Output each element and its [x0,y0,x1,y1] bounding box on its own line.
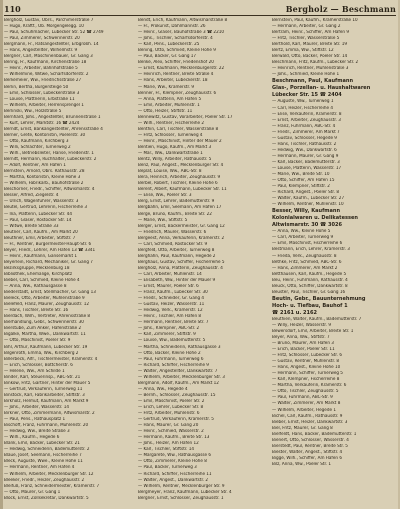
directory-entry: Billerbeck, Alfr., Tischlermeister, Krämerstr. 4 [4,356,98,362]
directory-entry: Bihl, Arthur, Kaufmann, Lübecker Str. 19 [4,344,88,350]
directory-entry: Beuthner, Emil, Arbeiter, Stiftstr. 7 [4,235,76,241]
directory-entry: — Karl, Zimmerer, Stiftstr. 9 [138,332,196,338]
directory-entry: — Mar., Ww., Dankwartstraße 1 [138,151,203,157]
directory-entry: — Wilhelm, Arbeiter, Herrensprengel 1 [4,102,84,108]
directory-entry: — Ernst, Kaufmann, Mecklenburgerstr. 22 [138,66,225,72]
directory-entry: — Otto, Bäcker, Kleine Hohe 2 [138,350,201,356]
directory-entry: Beutel, Gertrud, Lehrerin, Fischerreihe 3 [4,205,87,211]
directory-entry: Bielefeld, Franz, Maurer, Zeughausstr. 12 [4,302,89,308]
directory-entry: — Wilh., Kaufm., Hegede 6 [4,435,60,441]
directory-entry: Bennewitz, Gustav, Vorarbeiter, Poeler Str. 17 [138,114,233,120]
directory-entry: Biederstädt, Ernst, Stellmacher, Gr. Gang 13 [4,290,96,296]
directory-entry: — Johs., Heizer, Am Hafen 12 [138,441,199,447]
directory-entry: Bernhard, Johs., Angestellter, Brunnenstraße 1 [4,114,101,120]
directory-entry: Bierstube, Zum Anker, Hafenstraße 2 [4,326,82,332]
directory-entry: Berge, Bruno, Kaufm., Breite Str. 22 [138,211,212,217]
directory-entry: — Hedwig, Verk., Krämerstr. 12 [138,308,203,314]
directory-entry: — Johs., Klempner, ABC-Str. 2 [138,326,200,332]
directory-entry: — Otto, Tischler, Zeughausstr. 5 [272,389,339,395]
directory-entry: Bergbahn, Emil, Seemann, Am Hafen 17 [138,205,222,211]
directory-entry: — Heinr., Arbeiter, Bahnhofstraße 5 [4,66,78,72]
directory-entry: — Fr., Rentner, Bürgermeister-Haupt-Str. 6 [4,241,92,247]
directory-entry: — Friedrich, Maurer, Wasserstr. 6 [138,229,207,235]
directory-entry: — Emil, Schlosser, Lübeckerstraße 3 [4,90,80,96]
directory-entry: — Louise, Plätterin, Wasserstr. 17 [272,165,342,171]
directory-entry: — Paul, Pens., Rathausplatz 1 [4,417,66,423]
directory-entry: — Carl, Arbeiter, Turnerweg 9 [272,235,334,241]
directory-entry: — Hermann, Arbeiter, Gr. Gang 2 [272,24,341,30]
directory-entry: — Louise, Ww., Bademutterstr. 5 [138,338,206,344]
directory-entry: — Heinrich, Rentner, Mühlenstraße 3 [272,66,349,72]
directory-entry: Berghahn, Paul, Kaufmann, Hegede 2 [138,253,216,259]
directory-entry: — Hermann, Schiffer, Turnerweg 5 [272,371,343,377]
directory-entry: Berner, Grete, Kontoristin, Poelerstr. 30 [4,132,86,138]
directory-entry: Beutner, Carl, Kaufm., Am Markt 20 [4,229,78,235]
directory-entry: — Bernh., Schlosser, Zeughausstr. 15 [138,392,216,398]
directory-entry: Binstock, Karl, Fabrikarbeiter, Stiftstr. 3 [4,392,85,398]
directory-entry: — Willy, Heizer, Wasserstr. 9 [272,322,331,328]
directory-entry: — Paul, Bäcker, Gr. Gang 17 [138,54,197,60]
directory-entry: — Paul, Zimmerer, Schwerinerstr. 20 [4,36,80,42]
directory-entry: — Walter, Kaufm., Lübecker Str. 27 [272,196,345,202]
directory-entry: — Adolf, Rentner, Am Hafen 1 [4,163,66,169]
directory-entry: Birkner, Otto, Zimmermann, Altwismarstr. 2 [4,411,95,417]
directory-entry: — Otto, Heizer, Stiftstr. 11 [138,108,193,114]
column-2 [138,18,268,505]
directory-entry: — Carl, Arbeiter, Mühlenstr. 14 [138,271,202,277]
directory-entry: — Otto, Kaufmann, Kirchberg 3 [4,138,69,144]
directory-entry: Bening, Otto, Schmied, Kleine Hohe 9 [138,48,216,54]
directory-entry: — Heinr., Schmied, Wasserstr. 2 [138,429,204,435]
directory-entry: — Elise, Verkäuferin, Krämerstr. 8 [272,111,342,117]
directory-entry: — Fritz, Arbeiter, Mühlenstr. 6 [138,411,200,417]
directory-entry: Biebel, Carl, Schmied, Kleine Hohe 4 [4,278,80,284]
directory-entry: Benthin, Carl, Tischler, Wasserstraße 8 [138,126,219,132]
directory-entry: Binkow, Fritz, Gärtner, Hinter der Mauer 5 [4,380,91,386]
directory-entry: Bergmeyer, Franz, Kaufmann, Lübecker Str. 4 [138,489,232,495]
directory-entry: — Frieda, Verk., Zeughausstr. 8 [272,253,337,259]
directory-entry: — Erich, Schlosser, Böttcherstr. 6 [4,362,73,368]
directory-entry: — Richard, Schiffer, Fischerreihe 9 [138,362,209,368]
header-rule [4,15,396,16]
directory-entry: — Emil, Maschinist, Fischerreihe 6 [272,241,343,247]
directory-entry: Bleifuß, Franz, Schneidermeister, Krämerstr. 7 [4,483,100,489]
directory-entry: Bierstedt, Paul, Rentner, Breite Str. 5 [272,443,348,449]
directory-entry: — Otto, Maurer, Gr. Gang 1 [4,489,61,495]
directory-entry: Berwald, Otto, Bäcker, Poeler Str. 14 [272,54,348,60]
directory-entry-bold: Altwismarstr. 30 ☎ 3026 [272,222,343,229]
directory-entry: Bergholz, Anna, Plätterin, Zeughausstr. 4 [138,265,223,271]
directory-entry: — Heinrich, Rentner, Breite Straße 4 [138,72,214,78]
directory-entry: — Hermann, Rentner, Breite Str. 7 [138,320,209,326]
directory-entry: — Ernst, Maurer, Poeler Str. 6 [138,284,199,290]
directory-entry: — Anna, Ww., Kleine Hohe 5 [272,229,331,235]
directory-entry: — Otto, Schiffer, Am Hafen 15 [272,178,335,184]
directory-entry: — Otto, Zimmerer, Kleine Hohe 8 [138,459,207,465]
directory-entry: Bertz, Emma, Ww., Stiftstr. 12 [272,48,334,54]
directory-entry: Binder, Karl, Steuerinsp., ABC-Str. 21 [4,374,81,380]
directory-entry: — Franz, Kaufm., Lübecker Str. 30 [138,290,208,296]
column-3 [272,18,396,505]
directory-entry: — Emil, Arbeiter, Mühlenstr. 1 [138,102,200,108]
directory-entry: Bezirksgruppe, Mecklenburg 18 [4,265,70,271]
directory-entry: — Ernst, Arbeiter, Zeughausstr. 3 [272,117,341,123]
directory-entry: — Paul, Klempner, Stiftstr. 2 [272,184,330,190]
directory-entry: — Carl, Schmied, Rostocker Str. 9 [138,241,208,247]
directory-entry: — Ulrich, Wagenführer, Wasserstr. 3 [4,199,79,205]
directory-entry: — Wilhelmine, Witwe, Scharfsdorferstr. 2 [4,72,89,78]
directory-entry: Berthold, Karl, Maurer, Breite Str. 19 [272,42,348,48]
directory-entry: Bergner, Ernst, Schlosser, Zeughausstr. 1 [138,495,224,501]
directory-entry: Bilz, Anna, Ww., Poeler Str. 1 [272,461,332,467]
directory-entry: Bigge, Wilh., Schiffer, Am Hafen 6 [272,455,342,461]
directory-entry: — Hans, Tischler, Breite Str. 16 [4,308,69,314]
directory-entry: — Carl, Heizer, Fischerreihe 4 [272,105,333,111]
directory-entry: Beu, Heinr., Fuhrmann, Rathausstr. 4 [272,277,348,283]
directory-entry: Berger, Ernst, Bäckermeister, Gr. Gang 12 [138,223,225,229]
directory-entry: — Paul, Glaser, Rostocker Str. 14 [4,217,72,223]
directory-entry: — Ina, Plätterin, Lübecker Str. 44 [4,211,72,217]
directory-entry: Bergmann, Fr., Ratsangestellter, Erbgroßh. 14 [4,42,99,48]
directory-entry: — Witwe, Breite Straße 33 [4,223,59,229]
directory-entry: — Paul, Fuhrmann, Turnerweg 6 [138,356,204,362]
directory-entry: — Helene, Ww., Am Schilde 1 [4,368,65,374]
directory-entry: — Erich, Lehrer, Lübecker Str. 8 [138,405,204,410]
directory-entry: Berg, Ernst, Lehrer, Bademutterstr. 9 [138,199,215,205]
directory-entry: Bieleck, Otto, Arbeiter, Mühlenstraße 9 [4,296,85,302]
directory-entry: Bichel, Carl, Kaufm., Rathausstr. 9 [272,413,343,419]
page-number: 110 [4,4,21,14]
directory-entry: — Heinr., Maschinist, Hinter der Mauer 2 [138,138,222,144]
directory-entry: Bielfeldt, Hans, Bäcker, Bademutterstr. 1 [272,431,357,437]
directory-entry: — Gustav, Heizer, Wasserstr. 11 [138,302,205,308]
directory-entry: — Gertrud, Verkäuferin, Krämerstr. 5 [138,417,214,423]
directory-entry: — Kurt, Lehrer, Marktstr. 16 ☎ 2424 [4,120,80,126]
directory-entry: Berkemeier, Ww., Friedrichsstraße 27 [4,78,82,84]
directory-entry: Beschorner, Friedr., Schiffer, Altwismarstr. 4 [4,187,95,193]
directory-entry: — Martha, Schneiderin, Rathausgasse 3 [138,344,221,350]
directory-entry: Bering, Fr., Kaufmann, Kirchenstraße 18 [4,60,87,66]
directory-entry: — Hugo, Kraftf., Ob. Morgengelegg. 10 [4,24,84,30]
directory-entry: Berbel, Robert, Tischler, Kleine Hohe 6 [138,181,218,187]
directory-entry: Bernstein, Paul, Kaufm., Krämerstraße 10 [272,18,358,23]
directory-entry: — Hermann, Kaufm., Breite Str. 13 [138,435,210,441]
directory-entry: — Anna, Ww., Hegede 4 [138,386,188,392]
directory-entry: Benz, Paul, Angest., Mecklenburger Str. 4 [138,163,224,169]
directory-entry: — Paul, Bäcker, Turnerweg 3 [138,465,197,471]
directory-entry: — Hans, Arbeiter, Lübeckerstr. 18 [138,78,208,84]
directory-entry: Biester, Walter, Angest., Stiftstr. 4 [272,449,343,455]
directory-entry: — Louise, Plättnerin, Erbstraße 11 [4,96,75,102]
directory-entry: — Hermann, Rentner, Am Hafen 4 [4,465,75,471]
directory-entry: Beuster, Paul, Tischler, Gr. Gang 16 [272,289,346,295]
directory-entry: Bera, Heinrich, Arbeiter, Zeughausstr. 9 [138,175,221,181]
directory-entry: Bertram, Heinr., Schiffer, Am Hafen 9 [272,30,349,36]
directory-entry: Beyerlein, Richard, Mechaniker, Gr. Gang 7 [4,259,93,265]
directory-entry: Bendt, Erich, Kaufmann, Altwismarstraße 8 [138,18,228,23]
directory-entry-bold: ☎ 2161 u. 2162 [272,309,318,316]
directory-entry: Birkholz, Helmut, Kaufmann, Am Markt 9 [4,398,89,404]
directory-entry: — Wilhelm, Arbeiter, Mecklenburger Str. 3 [138,374,225,380]
directory-entry: Bentz, Willy, Arbeiter, Rathausstr. 5 [138,157,212,163]
directory-entry: — Elise, Ww., Poeler Str. 3 [138,193,192,199]
directory-entry: — Walter, Zimmerer, Am Markt 8 [272,401,341,407]
directory-entry: Bienert, Otto, Schlosser, Wasserstr. 4 [272,437,349,443]
directory-entry: — Marie, Ww., Krämerstr. 9 [138,84,195,90]
directory-entry: — Wilh., Rentner, Fischerreihe 2 [138,120,205,126]
directory-entry: — Hans, Maurer, Gr. Gang 20 [138,423,199,429]
directory-entry-bold: Kolonialwaren u. Delikatessen [272,215,358,222]
directory-entry: — Paul, Schuhmacher, Lübecker Str. 52 ☎ 2749 [4,30,104,36]
directory-entry: — Hans, Tischler, Rathausstr. 2 [272,141,337,147]
directory-entry: Beyer, Anna, Ww., Stiftstr. 7 [272,334,330,340]
directory-entry: Bierhandlung, Gebr., Schwerinerstr. 30 [4,320,84,326]
directory-entry: Betthausen, Karl, Kaufm., Hegede 5 [272,271,347,277]
directory-entry: Berent, Albert, Kaufmann, Lübecker Str. 11 [138,187,227,193]
directory-entry: Berndt, Ernst, Bankangestellter, Ahrensstraße 4 [4,126,103,132]
directory-entry: Bibliothek, Ehemalige, Kirchplatz [4,271,73,277]
directory-entry: Berlin, Bertha, Bürgersteige 50 [4,84,69,90]
directory-entry: Bigalke, Martha, Wwe., Dankwartstr. 11 [4,332,86,338]
directory-entry: Bestmann, Erich, Lehrer, Krämerstr. 3 [272,247,350,253]
directory-entry: — Richard, Schiffer, Fischerreihe 11 [138,471,212,477]
directory-entry: — Karl, Klempner, Fischerreihe 8 [272,377,340,383]
directory-entry: — Margarete, Ww., Rathausgasse 6 [138,453,212,459]
directory-entry: — Hans, Zimmerer, Am Markt 2 [272,265,338,271]
directory-entry: — Johs., Tischler, Scharfsdorferstr. 4 [138,36,213,42]
directory-entry: Benke, Alex, Schiffer, Friedenshof 20 [138,60,214,66]
directory-entry: — Bruno, Maurer, Am Hafen 3 [272,341,334,347]
directory-entry: — Johs., Arbeiter, Wasserstr. 14 [4,405,70,410]
directory-entry: Bergner, Carl, Maschinenbauer, Gr. Gang 3 [4,54,93,60]
directory-entry: — Hans, Angest., Kleine Hohe 10 [272,365,341,371]
directory-entry: Beschmann, Fritz, Kaufm., Lübecker Str. 2 [272,60,359,66]
directory-entry: Beuck, Otto, Schiffer, Dankwartstr. 8 [272,283,348,289]
directory-entry: — Wilhelm, Fabrikarb., Bauhofstraße 2 [4,181,84,187]
directory-entry: — Wilhelm, Arbeiter, Mecklenburger Str. 12 [4,471,94,477]
directory-entry: Berlinski, Ww., Holzstraße 5 [4,108,62,114]
directory-entry: — Heinr., Tischler, Am Hafen 8 [138,314,202,320]
directory-entry: — Emil, Maschinist, Poeler Str. 2 [138,398,205,404]
directory-entry: — Hermann, Maurer, Gr. Gang 9 [272,153,339,159]
directory-entry: — Fr., Prokurist, Dahlmannstr. 26 [138,24,206,30]
directory-entry: — Walter, Angest., Dankwartstr. 2 [138,477,208,483]
directory-entry: — Hedwig, Ww., Dankwartstr. 6 [272,147,337,153]
directory-entry: — Hans, Angestellter, Wilhelmstr. 9 [4,48,78,54]
directory-entry-bold: Besser, Willy, Kaufmann [272,208,341,215]
directory-entry: Besser, Alfred, Ziegelstr. 4 [4,193,59,199]
directory-entry: — Karl, Pens., Lübeckerstr. 25 [138,42,200,48]
directory-entry: Bergmann, Adolf, Kaufm., Am Markt 12 [138,380,219,386]
directory-entry: — Gustav, Rentner, Mühlenstr. 8 [272,359,339,365]
directory-entry: — Marie, Ww., Breite Str. 10 [272,172,330,178]
directory-entry: Bewersdorf, Emil, Arbeiter, Breite Str. 1 [272,328,354,334]
directory-entry: — Richard, Angest., Poeler Str. 8 [272,190,339,196]
directory-entry: — Walter, Angestellter, Dankwartstr. 7 [138,368,218,374]
directory-entry: — Friedr., Schneider, Gr. Gang 4 [138,296,205,302]
directory-entry: — Elisabeth, Ww., Hinter der Mauer 9 [138,278,216,284]
directory-entry: Bleck, Auguste, Wwe., Kleine Hohe 11 [4,459,83,465]
directory-entry: — Anna, Plätterin, Am Hafen 5 [138,96,202,102]
directory-entry: Bernitt, Hermann, Ruchhalter, Lübeckerstr. 2 [4,157,97,163]
column-1 [4,18,134,505]
directory-entry: — Wilhelm, Rentner, Mecklenburger Str. 9 [138,483,225,489]
directory-entry: — Martha, Kontoristin, Kleine Hohe 3 [4,175,81,181]
directory-entry: Bernstein, Arnold, Obrs. Rathausstr. 28 [4,169,85,175]
directory-entry: Bieber, Ernst, Heizer, Dankwartstr. 3 [272,419,348,425]
page-edge [0,0,3,509]
directory-entry: — Johs., Schmied, Kleine Hohe 1 [272,72,340,78]
directory-entry: Bilgenröth, Emma, Ww., Kirchberg 2 [4,350,79,356]
directory-entry: — Fritz, Schlosser, Turnerweg 4 [138,132,203,138]
directory-entry: Beplat, Louise, Ww., ABC-Str. 8 [138,169,202,175]
directory-entry-bold: Beschmann, Paul, Kaufmann [272,78,354,85]
directory-entry: Bethke, Fritz, Schmied, ABC-Str. 6 [272,259,342,265]
directory-entry: — Erich, Bäcker, Poeler Str. 11 [272,347,335,353]
directory-entry: Bergeest, Anna, Verkäuferin, Krämerstr. 2 [138,235,225,241]
running-title: Bergholz — Beschmann [285,4,396,14]
directory-entry: Bierdach, Wilh., Vertreter, Ahrensstraße 8 [4,314,91,320]
directory-entry: — Wilhelm, Rentner, Mühlenstr. 10 [272,202,344,208]
directory-entry: Bergfeld, Otto, Arbeiter, Turnerweg 8 [138,247,215,253]
directory-entry: — Karl, Bäcker, Bademutterstr. 3 [272,159,340,165]
directory-entry: — Marie, Ww., Stiftstr. 5 [138,217,188,223]
directory-entry-bold: Beutin, Gebr., Bauunternehmung [272,295,366,302]
directory-entry: — Hedwig, Ww., Breite Straße 3 [4,429,70,435]
directory-entry: Beyer, Friedr., Lehrer, Am Hafen 13 ☎ 3341 [4,247,96,253]
directory-entry: Blaue, Josef, Seemann, Fischerreihe 7 [4,453,82,459]
directory-entry: Beuthien, Walter, Kaufm., Bademutterstr. 7 [272,316,362,322]
directory-entry-bold: Glas-, Porzellan- u. Haushaltwaren [272,85,371,92]
directory-entry: — Martha, Verkäuferin, Krämerstr. 6 [272,383,347,389]
directory-entry: Berghaus, Gustav, Schiffer, Fischerreihe 5 [138,259,225,265]
directory-entry: Biel, Fritz, Maurer, Gr. Gang 8 [272,425,333,431]
directory-entry: — Anna, Ww., Rathausgasse 8 [4,284,67,290]
directory-entry: — Willi, Schlachter, Turnerweg 2 [4,144,71,150]
directory-entry: — Otto, Maschinist, Poeler Str. 9 [4,338,71,344]
directory-entry: — Karl, Tischler, Stiftstr. 14 [138,447,194,453]
directory-entry: — Wilhelm, Arbeiter, Hegede 1 [272,407,336,413]
directory-entry: — Fritz, Schlosser, Lübecker Str. 6 [272,353,342,359]
directory-entry: Bleeker, Friedr., Heizer, Zeughausstr. 2 [4,477,85,483]
directory-entry: — Hedwig, Schneiderin, Bademutterstr. 2 [4,447,90,453]
directory-entry-bold: Lübecker Str. 15 ☎ 2404 [272,92,342,99]
directory-entry: — Fritz, Tischler, Wasserstraße 5 [272,36,340,42]
directory-entry: — Franz, Fuhrmann, ABC-Str. 4 [272,123,336,129]
directory-entry: — Auguste, Ww., Turnerweg 1 [272,99,334,105]
directory-entry: — Friedr., Zimmerer, Am Markt 7 [272,129,340,135]
directory-entry-bold: Hoch- u. Tiefbau, Bauhof 1 [272,302,348,309]
directory-entry: — Heinr., Glaser, Bauhofstraße 3 ☎ 2210 [138,30,224,36]
directory-entry: — Gertrud, Verkäuferin, Turnerweg 11 [4,386,83,392]
directory-entry: Block, Ernst, Zollsekretär, Dankwartstr. 5 [4,495,89,501]
directory-entry: Blank, Emil, Bäcker, Lübecker Str. 21 [4,441,80,447]
directory-entry: — Gustav, Schlosser, Hegede 9 [272,135,337,141]
directory-entry: — Wilh., Betriebsleiter, Hanse, Friedenstr. 1 [4,151,94,157]
directory-entry: Benner, Fr., Klempner, Zeughausstr. 6 [138,90,217,96]
directory-entry: — Paul, Fuhrmann, ABC-Str. 9 [272,395,333,401]
directory-entry: — Heinr., Kaufmann, Gänsemarkt 1 [4,253,77,259]
directory-entry: Bergholz, Gustav, Obrs., Parchimerstraße 7 [4,18,94,23]
directory-entry: Bentien, Hugo, Kaufm., Am Markt 3 [138,144,212,150]
directory-entry: Bischoff, Franz, Fuhrmann, Mühlenstr. 20 [4,423,89,429]
